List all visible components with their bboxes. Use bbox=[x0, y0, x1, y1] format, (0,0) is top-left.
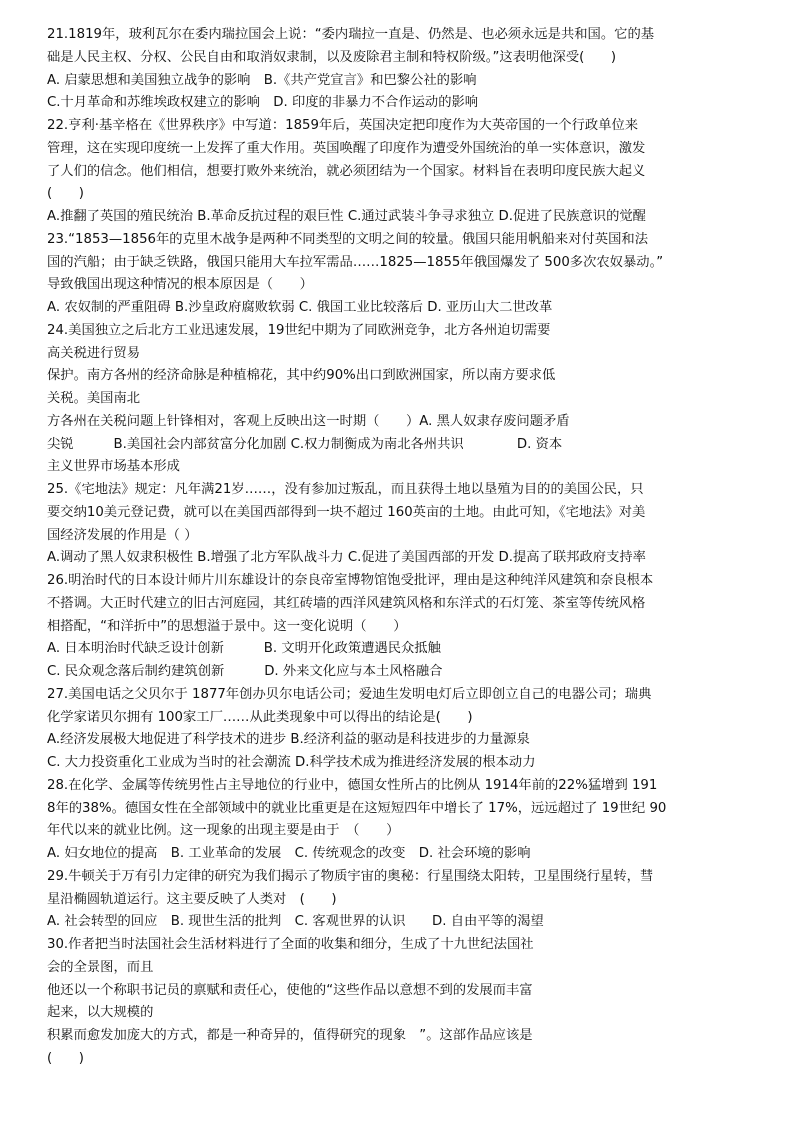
text-line: 25.《宅地法》规定：凡年满21岁……，没有参加过叛乱，而且获得土地以垦殖为目的的美国公民，只 bbox=[47, 482, 644, 497]
text-line: 关税。美国南北 bbox=[47, 391, 141, 406]
text-line: 主义世界市场基本形成 bbox=[47, 459, 180, 475]
text-line: 国的汽船；由于缺乏铁路，俄国只能用大车拉军需品……1825—1855年俄国爆发了 500多次农奴暴动。” bbox=[47, 254, 664, 270]
text-line: 27.美国电话之父贝尔于 1877年创办贝尔电话公司；爱迪生发明电灯后立即创立自己的电器公司；瑞典 bbox=[47, 686, 652, 702]
text-line: 化学家诺贝尔拥有 100家工厂……从此类现象中可以得出的结论是( ) bbox=[47, 709, 473, 725]
text-line: 不搭调。大正时代建立的旧古河庭园，其红砖墙的西洋风建筑风格和东洋式的石灯笼、茶室等传统风格 bbox=[47, 595, 646, 611]
text-line: 星沿椭圆轨道运行。这主要反映了人类对 ( ) bbox=[47, 891, 337, 907]
text-line: 22.亨利·基辛格在《世界秩序》中写道：1859年后，英国决定把印度作为大英帝国的一个行政单位来 bbox=[47, 118, 639, 133]
text-line: 30.作者把当时法国社会生活材料进行了全面的收集和细分，生成了十九世纪法国社 bbox=[47, 937, 534, 952]
text-line: A. 妇女地位的提高 B. 工业革命的发展 C. 传统观念的改变 D. 社会环境的影响 bbox=[47, 846, 531, 861]
text-line: C.十月革命和苏维埃政权建立的影响 D. 印度的非暴力不合作运动的影响 bbox=[47, 95, 479, 111]
text-line: 管理，这在实现印度统一上发挥了重大作用。英国唤醒了印度作为遭受外国统治的单一实体意识，激发 bbox=[47, 140, 646, 156]
text-line: 他还以一个称职书记员的禀赋和责任心，使他的“这些作品以意想不到的发展而丰富 bbox=[47, 982, 533, 998]
text-line: 26.明治时代的日本设计师片川东雄设计的奈良帝室博物馆饱受批评，理由是这种纯洋风建筑和奈良根本 bbox=[47, 573, 654, 588]
text-line: 尖锐 B.美国社会内部贫富分化加剧 C.权力制衡成为南北各州共识 D. 资本 bbox=[47, 436, 563, 452]
text-line: 方各州在关税问题上针锋相对，客观上反映出这一时期（ ）A. 黑人奴隶存废问题矛盾 bbox=[47, 413, 570, 429]
text-line: A.经济发展极大地促进了科学技术的进步 B.经济利益的驱动是科技进步的力量源泉 bbox=[47, 732, 530, 748]
text-line: 高关税进行贸易 bbox=[47, 345, 141, 361]
text-line: A. 农奴制的严重阻碍 B.沙皇政府腐败软弱 C. 俄国工业比较落后 D. 亚历山大二世改革 bbox=[47, 300, 553, 315]
text-line: 相搭配，“和洋折中”的思想溢于景中。这一变化说明（ ） bbox=[47, 618, 407, 634]
text-line: 21.1819年，玻利瓦尔在委内瑞拉国会上说：“委内瑞拉一直是、仍然是、也必须永远是共和国。它的基 bbox=[47, 27, 655, 42]
text-line: A.推翻了英国的殖民统治 B.革命反抗过程的艰巨性 C.通过武装斗争寻求独立 D.促进了民族意识的觉醒 bbox=[47, 209, 646, 224]
text-line: 保护。南方各州的经济命脉是种植棉花，其中约90%出口到欧洲国家，所以南方要求低 bbox=[47, 368, 556, 384]
text-line: 23.“1853—1856年的克里木战争是两种不同类型的文明之间的较量。俄国只能用帆船来对付英国和法 bbox=[47, 231, 648, 247]
text-line: A. 社会转型的回应 B. 现世生活的批判 C. 客观世界的认识 D. 自由平等的渴望 bbox=[47, 914, 544, 930]
text-line: A.调动了黑人奴隶积极性 B.增强了北方军队战斗力 C.促进了美国西部的开发 D.提高了联邦政府支持率 bbox=[47, 550, 646, 566]
text-line: C. 民众观念落后制约建筑创新 D. 外来文化应与本土风格融合 bbox=[47, 664, 443, 679]
text-line: 要交纳10美元登记费，就可以在美国西部得到一块不超过 160英亩的土地。由此可知，《宅地法》对美 bbox=[47, 504, 646, 520]
text-line: 24.美国独立之后北方工业迅速发展，19世纪中期为了同欧洲竞争，北方各州迫切需要 bbox=[47, 322, 551, 338]
text-line: 8年的38%。德国女性在全部领域中的就业比重更是在这短短四年中增长了 17%，远远超过了 19世纪 90 bbox=[47, 800, 667, 816]
text-line: A. 日本明治时代缺乏设计创新 B. 文明开化政策遭遇民众抵触 bbox=[47, 641, 441, 657]
text-line: ( ) bbox=[47, 186, 84, 202]
text-line: 积累而愈发加庞大的方式，都是一种奇异的，值得研究的现象 ”。这部作品应该是 bbox=[47, 1028, 533, 1043]
text-line: 会的全景图，而且 bbox=[47, 959, 154, 975]
text-line: 起来，以大规模的 bbox=[47, 1005, 154, 1021]
text-line: C. 大力投资重化工业成为当时的社会潮流 D.科学技术成为推进经济发展的根本动力 bbox=[47, 755, 536, 770]
text-line: 了人们的信念。他们相信，想要打败外来统治，就必须团结为一个国家。材料旨在表明印度民族大起义 bbox=[47, 163, 646, 179]
text-line: 国经济发展的作用是（ ） bbox=[47, 527, 198, 543]
text-line: 础是人民主权、分权、公民自由和取消奴隶制，以及废除君主制和特权阶级。”这表明他深受( ) bbox=[47, 49, 617, 65]
text-line: ( ) bbox=[47, 1050, 84, 1066]
text-line: 29.牛顿关于万有引力定律的研究为我们揭示了物质宇宙的奥秘：行星围绕太阳转，卫星围绕行星转，彗 bbox=[47, 868, 654, 884]
text-line: A. 启蒙思想和美国独立战争的影响 B.《共产党宣言》和巴黎公社的影响 bbox=[47, 72, 477, 88]
text-line: 年代以来的就业比例。这一现象的出现主要是由于 （ ） bbox=[47, 823, 400, 839]
text-line: 28.在化学、金属等传统男性占主导地位的行业中，德国女性所占的比例从 1914年前的22%猛增到 191 bbox=[47, 777, 658, 793]
text-line: 导致俄国出现这种情况的根本原因是（ ） bbox=[47, 277, 313, 293]
